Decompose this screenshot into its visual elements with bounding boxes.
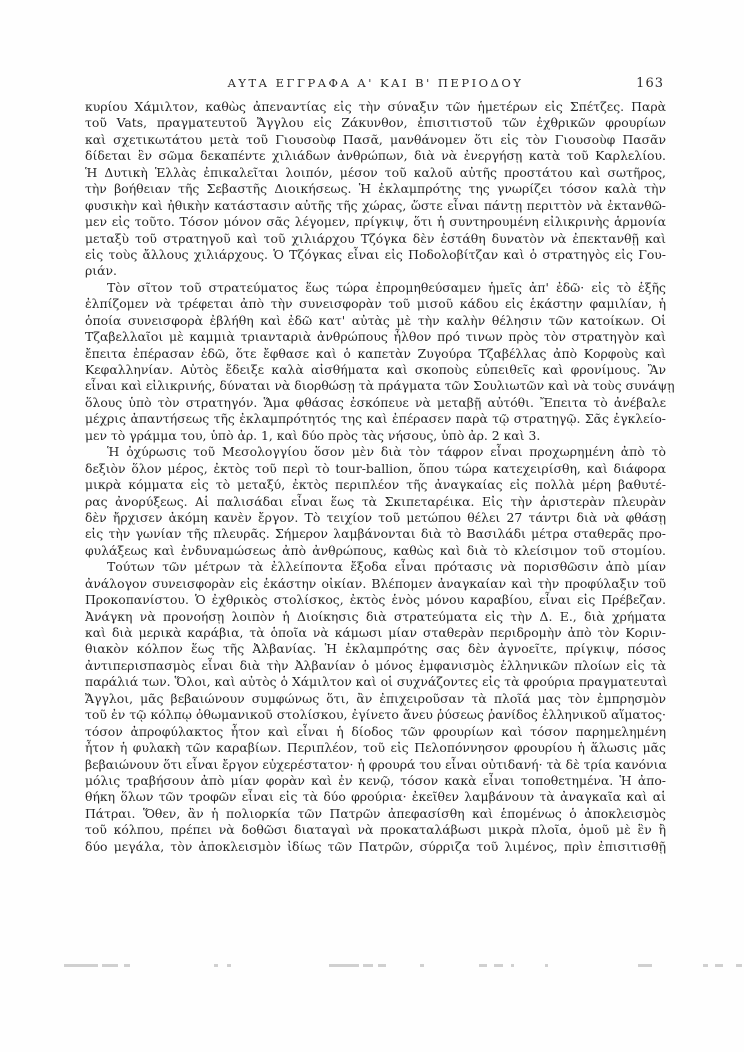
text-line-p2-l1: Τὸν σῖτον τοῦ στρατεύματος ἕως τώρα ἐπρομηθεύσαμεν ἡμεῖς ἀπ' ἐδῶ· εἰς τὸ ἑξῆς xyxy=(107,279,666,295)
text-line-p4-l18: δύο μεγάλα, τὸν ἀποκλεισμὸν ἰδίως τῶν Πατρῶν, σύρριζα τοῦ λιμένος, πρὶν ἐπισιτισθῇ xyxy=(85,838,666,854)
text-line-p4-l14: μόλις τραβήσουν ἀπὸ μίαν φορὰν καὶ ἐν κενῷ, τόσον κακὰ εἶναι τοποθετημένα. Ἡ ἀπο- xyxy=(85,772,666,788)
text-line-p4-l3: Προκοπανίστου. Ὁ ἐχθρικὸς στολίσκος, ἐκτὸς ἑνὸς μόνου καραβίου, εἶναι εἰς Πρέβεζαν. xyxy=(85,592,666,608)
text-line-p2-l3: ὁποία συνεισφορὰ ἐβλήθη καὶ ἐδῶ κατ' αὐτὰς μὲ τὴν καλὴν θέλησιν τῶν κατοίκων. Οἱ xyxy=(85,312,666,328)
text-line-p3-l6: εἰς τὴν γωνίαν τῆς πλευρᾶς. Σήμερον λαμβάνονται διὰ τὸ Βασιλάδι μέτρα σταθερᾶς προ- xyxy=(85,526,666,542)
text-line-p3-l3: μικρὰ κόμματα εἰς τὸ μεταξύ, ἐκτὸς περιπλέον τῆς ἀναγκαίας εἰς πολλὰ μέρη βαθυτέ- xyxy=(85,477,666,493)
text-line-p2-l4: Τζαβελλαῖοι μὲ καμμιὰ τριανταριὰ ἀνθρώπους ἦλθον πρό τινων πρὸς τὸν στρατηγὸν καὶ xyxy=(85,329,666,345)
text-line-p4-l2: ἀνάλογον συνεισφορὰν εἰς ἑκάστην οἰκίαν. Βλέπομεν ἀναγκαίαν καὶ τὴν προφύλαξιν τοῦ xyxy=(85,575,666,591)
text-line-p4-l15: θήκη ὅλων τῶν τροφῶν εἶναι εἰς τὰ δύο φρούρια· ἐκεῖθεν λαμβάνουν τὰ ἀναγκαῖα καὶ αἱ xyxy=(85,789,666,805)
text-line-p4-l10: τοῦ ἐν τῷ κόλπῳ ὀθωμανικοῦ στολίσκου, ἐγίνετο ἄνευ ῥύσεως ῥανίδος ἑλληνικοῦ αἵματος· xyxy=(85,707,666,723)
text-line-p4-l9: Ἄγγλοι, μᾶς βεβαιώνουν συμφώνως ὅτι, ἂν ἐπιχειροῦσαν τὰ πλοῖά μας τὸν ἐμπρησμὸν xyxy=(85,690,666,706)
text-line-p4-l4: Ἀνάγκη νὰ προνοήσῃ λοιπὸν ἡ Διοίκησις διὰ στρατεύματα εἰς τὴν Δ. Ε., διὰ χρήματα xyxy=(85,608,666,624)
text-column xyxy=(85,76,675,855)
text-line-p4-l7: ἀντιπερισπασμὸς εἶναι διὰ τὴν Ἀλβανίαν ὁ μόνος ἐμφανισμὸς ἑλληνικῶν πλοίων εἰς τὰ xyxy=(85,657,666,673)
text-line-p1-l3: καὶ σχετικωτάτου μετὰ τοῦ Γιουσοὺφ Πασᾶ, μανθάνομεν ὅτι εἰς τὸν Γιουσοὺφ Πασᾶν xyxy=(85,131,666,147)
text-line-p2-l10: μεν τὸ γράμμα του, ὑπὸ ἀρ. 1, καὶ δύο πρὸς τὰς νήσους, ὑπὸ ἀρ. 2 καὶ 3. xyxy=(85,427,541,443)
text-line-p1-l9: μεταξὺ τοῦ στρατηγοῦ καὶ τοῦ χιλιάρχου Τζόγκα δὲν ἐστάθη δυνατὸν νὰ ἐπεκτανθῇ καὶ xyxy=(85,230,666,246)
text-line-p3-l5: δὲν ἤρχισεν ἀκόμη κανὲν ἔργον. Τὸ τειχίον τοῦ μετώπου θέλει 27 τάντρι διὰ νὰ φθάσῃ xyxy=(85,509,666,525)
text-line-p2-l9: μέχρις ἀπαντήσεως τῆς ἐκλαμπρότητός της καὶ ἐπέρασεν παρὰ τῷ στρατηγῷ. Σᾶς ἐγκλείο- xyxy=(85,411,666,427)
text-line-p1-l10: εἰς τοὺς ἄλλους χιλιάρχους. Ὁ Τζόγκας εἶναι εἰς Ποδολοβίτζαν καὶ ὁ στρατηγὸς εἰς Γου- xyxy=(85,246,666,262)
scan-artifacts xyxy=(0,962,744,970)
text-line-p4-l1: Τούτων τῶν μέτρων τὰ ἐλλείποντα ἔξοδα εἶναι πρότασις νὰ πορισθῶσιν ἀπὸ μίαν xyxy=(107,559,666,575)
text-line-p1-l4: δίδεται ἓν σῶμα δεκαπέντε χιλιάδων ἀνθρώπων, διὰ νὰ ἐνεργήσῃ κατὰ τοῦ Καρλελίου. xyxy=(85,148,666,164)
text-line-p3-l4: ρας ἀνορύξεως. Αἱ παλισάδαι εἶναι ἕως τὰ Σκιπεταρέικα. Εἰς τὴν ἀριστερὰν πλευρὰν xyxy=(85,493,666,509)
body-text xyxy=(85,99,675,855)
text-line-p2-l6: Κεφαλληνίαν. Αὐτὸς ἔδειξε καλὰ αἰσθήματα καὶ σκοποὺς εὐπειθεῖς καὶ φρονίμους. Ἂν xyxy=(85,362,666,377)
text-line-p1-l6: τὴν βοήθειαν τῆς Σεβαστῆς Διοικήσεως. Ἡ ἐκλαμπρότης της γνωρίζει τόσον καλὰ τὴν xyxy=(85,181,666,197)
text-line-p4-l12: ἦτον ἡ φυλακὴ τῶν καραβίων. Περιπλέον, τοῦ εἰς Πελοπόννησον φρουρίου ἡ ἅλωσις μᾶς xyxy=(85,740,666,756)
page-number: 163 xyxy=(636,76,664,91)
text-line-p4-l8: παράλιά των. Ὅλοι, καὶ αὐτὸς ὁ Χάμιλτον καὶ οἱ συχνάζοντες εἰς τὰ φρούρια πραγματευταὶ xyxy=(85,674,668,690)
text-line-p3-l1: Ἡ ὀχύρωσις τοῦ Μεσολογγίου ὅσον μὲν διὰ τὸν τάφρον εἶναι προχωρημένη ἀπὸ τὸ xyxy=(107,444,666,460)
text-line-p4-l6: θιακὸν κόλπον ἕως τῆς Ἀλβανίας. Ἡ ἐκλαμπρότης σας δὲν ἀγνοεῖτε, πρίγκιψ, πόσος xyxy=(85,641,666,657)
text-line-p4-l11: τόσον ἀπροφύλακτος ἦτον καὶ εἶναι ἡ δίοδος τῶν φρουρίων καὶ τόσον παρημελημένη xyxy=(85,723,666,739)
running-head xyxy=(85,76,666,92)
text-line-p4-l13: βεβαιώνουν ὅτι εἶναι ἔργον εὐχερέστατον· ἡ φρουρά του εἶναι οὐτιδανή· τὰ δὲ τρία κανόνια xyxy=(85,756,667,772)
running-title: ΑΥΤΑ ΕΓΓΡΑΦΑ Α' ΚΑΙ Β' ΠΕΡΙΟΔΟΥ xyxy=(227,76,524,90)
text-line-p4-l17: τοῦ κόλπου, πρέπει νὰ δοθῶσι διαταγαὶ νὰ προκαταλάβωσι μικρὰ πλοῖα, ὁμοῦ μὲ ἓν ἢ xyxy=(85,822,666,838)
text-line-p3-l7: φυλάξεως καὶ ἐνδυναμώσεως ἀπὸ ἀνθρώπους, καθὼς καὶ διὰ τὸ κλείσιμον τοῦ στομίου. xyxy=(85,542,666,558)
text-line-p3-l2: δεξιὸν ὅλον μέρος, ἐκτὸς τοῦ περὶ τὸ tour-ballion, ὅπου τώρα κατεχειρίσθη, καὶ διάφορα xyxy=(85,460,666,476)
text-line-p2-l8: ὅλους ὑπὸ τὸν στρατηγόν. Ἅμα φθάσας ἐσκόπευε νὰ μεταβῇ αὐτόθι. Ἔπειτα τὸ ἀνέβαλε xyxy=(85,394,666,410)
text-line-p2-l7: εἶναι καὶ εἰλικρινής, δύναται νὰ διορθώσῃ τὰ πράγματα τῶν Σουλιωτῶν καὶ νὰ τοὺς συνάψῃ xyxy=(85,378,675,394)
text-line-p1-l7: φυσικὴν καὶ ἠθικὴν κατάστασιν αὐτῆς τῆς χώρας, ὥστε εἶναι πάντῃ περιττὸν νὰ ἐκτανθῶ- xyxy=(85,197,666,213)
text-line-p1-l8: μεν εἰς τοῦτο. Τόσον μόνον σᾶς λέγομεν, πρίγκιψ, ὅτι ἡ συντηρουμένη εἰλικρινὴς ἁρμονία xyxy=(85,214,666,230)
text-line-p1-l2: τοῦ Vats, πραγματευτοῦ Ἄγγλου εἰς Ζάκυνθον, ἐπισιτιστοῦ τῶν ἐχθρικῶν φρουρίων xyxy=(85,115,666,131)
text-line-p1-l5: Ἡ Δυτικὴ Ἑλλὰς ἐπικαλεῖται λοιπόν, μέσον τοῦ καλοῦ αὐτῆς προστάτου καὶ σωτῆρος, xyxy=(85,164,666,180)
text-line-p2-l5: ἔπειτα ἐπέρασαν ἐδῶ, ὅτε ἔφθασε καὶ ὁ καπετὰν Ζυγούρα Τζαβέλλας ἀπὸ Κορφοὺς καὶ xyxy=(85,345,666,361)
text-line-p4-l16: Πάτραι. Ὅθεν, ἂν ἡ πολιορκία τῶν Πατρῶν ἀπεφασίσθη καὶ ἑπομένως ὁ ἀποκλεισμὸς xyxy=(85,805,666,821)
text-line-p1-l1: κυρίου Χάμιλτον, καθὼς ἀπεναντίας εἰς τὴν σύναξιν τῶν ἡμετέρων εἰς Σπέτζες. Παρὰ xyxy=(85,99,666,114)
text-line-p1-l11: ριάν. xyxy=(85,263,117,279)
text-line-p2-l2: ἐλπίζομεν νὰ τρέφεται ἀπὸ τὴν συνεισφορὰν τοῦ μισοῦ κάδου εἰς ἑκάστην φαμιλίαν, ἡ xyxy=(85,296,666,312)
text-line-p4-l5: καὶ διὰ μερικὰ καράβια, τὰ ὁποῖα νὰ κάμωσι μίαν σταθερὰν περιδρομὴν ἀπὸ τὸν Κοριν- xyxy=(85,625,666,640)
